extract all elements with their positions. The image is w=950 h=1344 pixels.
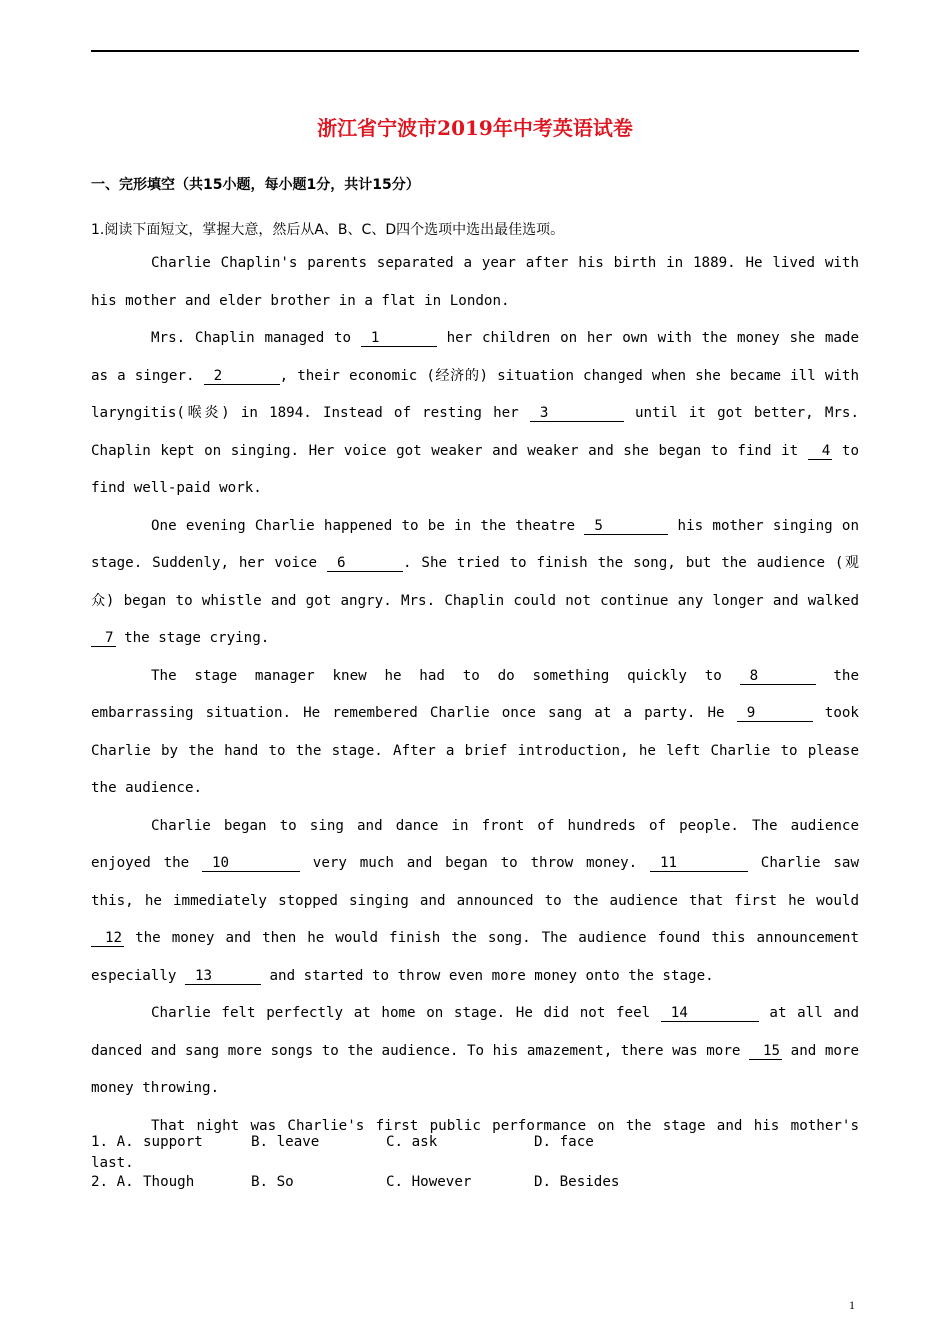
blank-4: 4 bbox=[808, 443, 833, 460]
question-number: 1. A. bbox=[91, 1134, 134, 1150]
option-b: B. leave bbox=[251, 1134, 320, 1150]
option-c: C. ask bbox=[386, 1134, 438, 1150]
option-c: C. However bbox=[386, 1174, 472, 1190]
option-a: support bbox=[143, 1134, 203, 1150]
exam-title: 浙江省宁波市2019年中考英语试卷 bbox=[317, 116, 633, 140]
passage bbox=[91, 245, 859, 1183]
blank-7: 7 bbox=[91, 630, 116, 647]
question-number: 2. A. bbox=[91, 1174, 134, 1190]
passage-paragraph-7: That night was Charlie's first public performance on the stage and his mother's last. bbox=[91, 1117, 859, 1171]
header-rule bbox=[91, 50, 859, 52]
section-heading: 一、完形填空（共15小题，每小题1分，共计15分） bbox=[91, 177, 420, 193]
passage-paragraph-5: Charlie began to sing and dance in front of hundreds of people. The audience enjoyed the 10 very much and began to throw money. 11 Charlie saw this, he immediately stopped singing and announced to the audience that first he would 12 the money and then he would finish the song. The audience found this announcement especially 13 and started to throw even more money onto the stage. bbox=[91, 817, 860, 984]
blank-10: 10 bbox=[202, 855, 300, 872]
page-number: 1 bbox=[849, 1298, 855, 1312]
blank-3: 3 bbox=[530, 405, 624, 422]
blank-2: 2 bbox=[204, 368, 280, 385]
option-a: Though bbox=[143, 1174, 195, 1190]
blank-6: 6 bbox=[327, 555, 403, 572]
blank-8: 8 bbox=[740, 668, 816, 685]
blank-15: 15 bbox=[749, 1043, 782, 1060]
passage-paragraph-6: Charlie felt perfectly at home on stage. He did not feel 14 at all and danced and sang more songs to the audience. To his amazement, there was more 15 and more money throwing. bbox=[91, 1005, 860, 1096]
option-b: B. So bbox=[251, 1174, 294, 1190]
blank-5: 5 bbox=[584, 518, 668, 535]
passage-paragraph-2: Mrs. Chaplin managed to 1 her children on her own with the money she made as a singer. 2 , their economic (经济的) situation changed when she became ill with laryngitis(喉炎) in 1894. Instead of resting her 3 until it got better, Mrs. Chaplin kept on singing. Her voice got weaker and weaker and she began to find it 4 to find well-paid work. bbox=[91, 330, 859, 496]
blank-9: 9 bbox=[737, 705, 813, 722]
blank-1: 1 bbox=[361, 330, 437, 347]
blank-11: 11 bbox=[650, 855, 748, 872]
blank-14: 14 bbox=[661, 1005, 759, 1022]
blank-13: 13 bbox=[185, 968, 261, 985]
passage-paragraph-3: One evening Charlie happened to be in the theatre 5 his mother singing on stage. Suddenly, her voice 6 . She tried to finish the song, but the audience (观众) began to whistle and got angry. Mrs. Chaplin could not continue any longer and walked 7 the stage crying. bbox=[91, 517, 859, 646]
option-d: D. Besides bbox=[534, 1174, 620, 1190]
passage-paragraph-4: The stage manager knew he had to do something quickly to 8 the embarrassing situation. He remembered Charlie once sang at a party. He 9 took Charlie by the hand to the stage. After a brief introduction, he left Charlie to please the audience. bbox=[91, 667, 859, 796]
instruction-text: 1.阅读下面短文，掌握大意，然后从A、B、C、D四个选项中选出最佳选项。 bbox=[91, 222, 565, 238]
passage-paragraph-1: Charlie Chaplin's parents separated a year after his birth in 1889. He lived with his mother and elder brother in a flat in London. bbox=[91, 255, 859, 309]
option-d: D. face bbox=[534, 1134, 594, 1150]
blank-12: 12 bbox=[91, 930, 124, 947]
